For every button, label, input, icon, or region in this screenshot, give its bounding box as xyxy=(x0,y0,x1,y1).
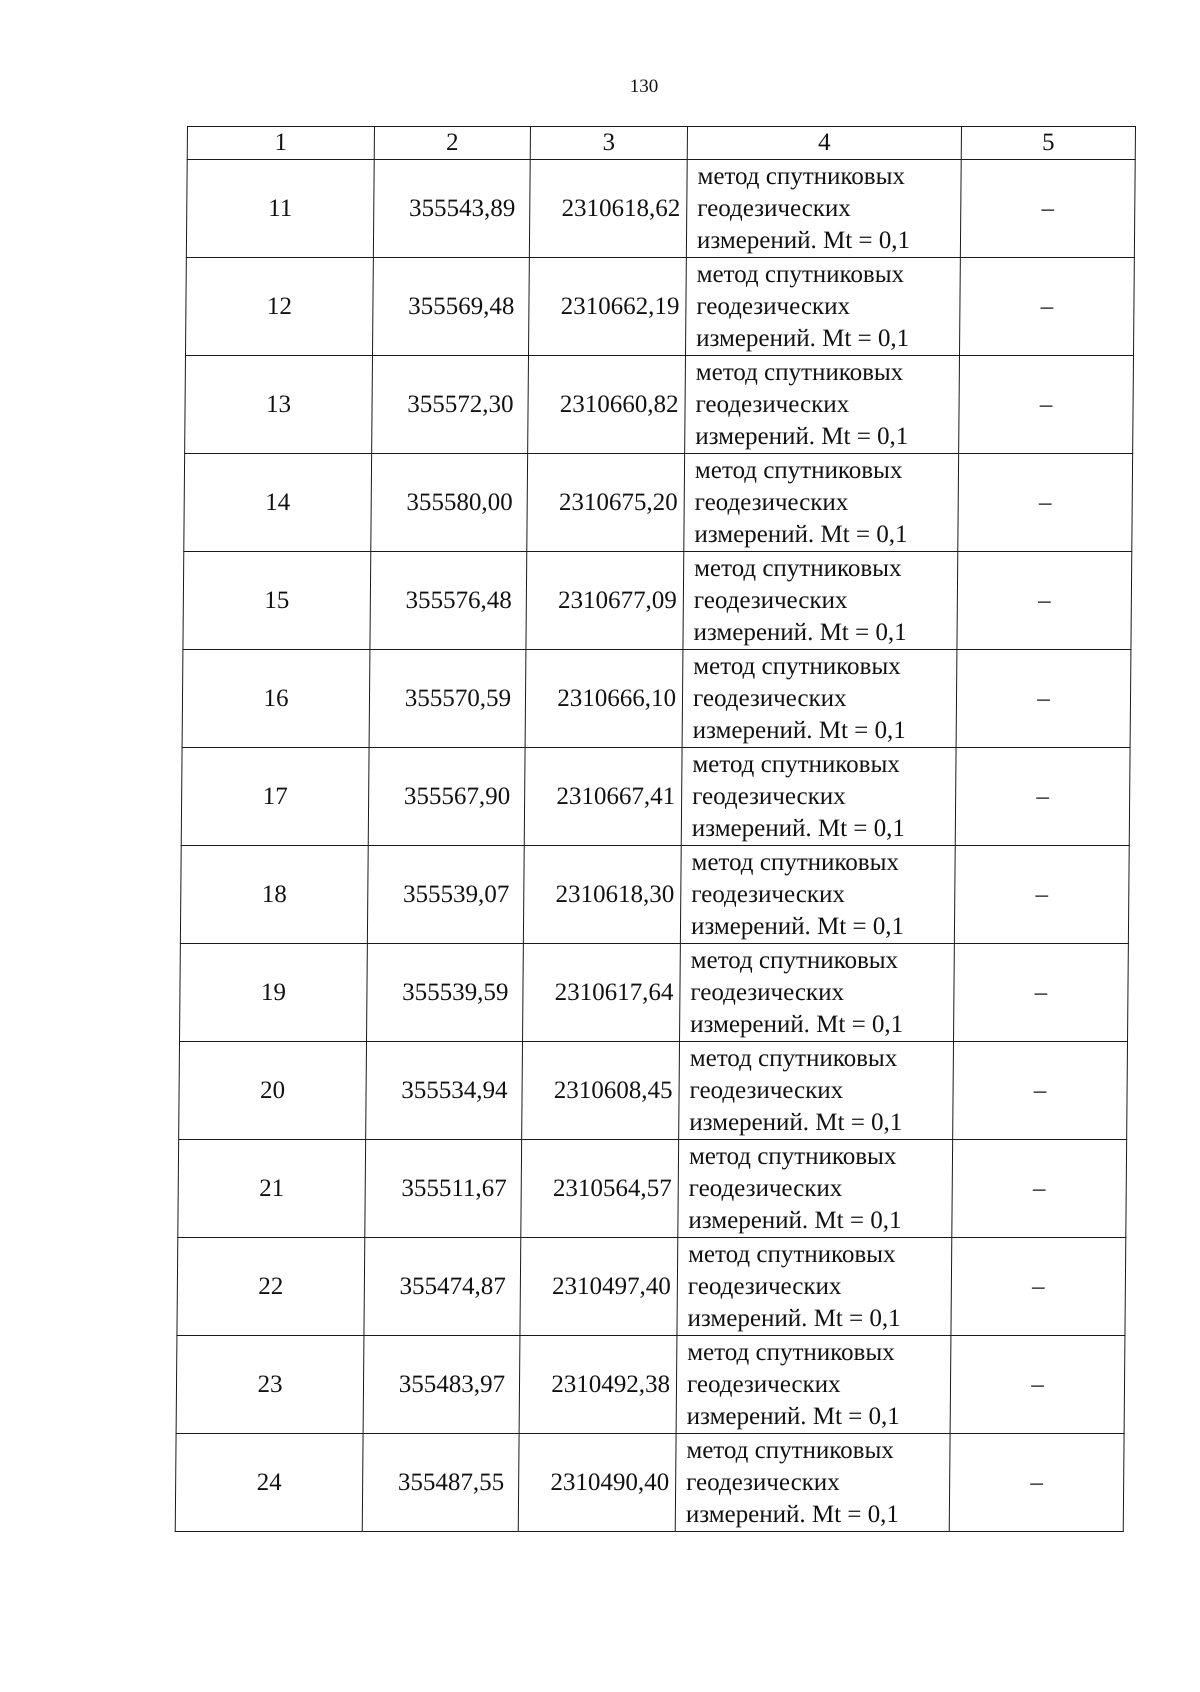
method-line: геодезических xyxy=(693,586,848,614)
table-row xyxy=(179,1042,1128,1140)
method-line: измерений. Mt = 0,1 xyxy=(692,716,906,744)
x-coordinate-cell: 355576,48 xyxy=(370,552,527,650)
method-cell xyxy=(677,1238,952,1336)
table-row xyxy=(177,1238,1126,1336)
method-line: метод спутниковых xyxy=(692,750,900,778)
method-line: измерений. Mt = 0,1 xyxy=(696,226,911,254)
table-row xyxy=(180,846,1129,944)
column-header: 4 xyxy=(687,127,961,160)
x-coordinate-cell: 355483,97 xyxy=(363,1336,520,1434)
method-line: метод спутниковых xyxy=(697,162,906,190)
method-line: геодезических xyxy=(686,1370,841,1398)
method-line: измерений. Mt = 0,1 xyxy=(694,520,908,548)
point-number-cell: 23 xyxy=(176,1336,364,1434)
y-coordinate-cell: 2310618,30 xyxy=(523,846,681,944)
note-cell: – xyxy=(953,1042,1128,1140)
note-cell: – xyxy=(950,1336,1125,1434)
method-line: измерений. Mt = 0,1 xyxy=(685,1500,900,1528)
method-line: измерений. Mt = 0,1 xyxy=(686,1402,900,1430)
method-line: геодезических xyxy=(692,782,846,810)
table-row xyxy=(181,748,1130,846)
table-row xyxy=(175,1434,1124,1532)
method-line: геодезических xyxy=(696,292,851,320)
table-row xyxy=(176,1336,1125,1434)
point-number-cell: 21 xyxy=(178,1140,366,1238)
method-cell xyxy=(680,846,955,944)
y-coordinate-cell: 2310608,45 xyxy=(522,1042,680,1140)
method-line: измерений. Mt = 0,1 xyxy=(693,618,907,646)
method-line: измерений. Mt = 0,1 xyxy=(689,1108,903,1136)
method-line: метод спутниковых xyxy=(695,358,904,386)
y-coordinate-cell: 2310660,82 xyxy=(528,356,686,454)
x-coordinate-cell: 355539,07 xyxy=(367,846,524,944)
method-line: геодезических xyxy=(697,194,851,222)
method-line: геодезических xyxy=(692,684,847,712)
table-row xyxy=(186,160,1135,258)
column-header: 3 xyxy=(530,127,687,160)
method-line: метод спутниковых xyxy=(688,1142,897,1170)
method-line: метод спутниковых xyxy=(687,1338,895,1366)
y-coordinate-cell: 2310492,38 xyxy=(519,1336,677,1434)
method-line: метод спутниковых xyxy=(694,554,902,582)
y-coordinate-cell: 2310667,41 xyxy=(524,748,682,846)
y-coordinate-cell: 2310564,57 xyxy=(521,1140,679,1238)
note-cell: – xyxy=(949,1434,1124,1532)
table-row xyxy=(183,552,1132,650)
column-header: 2 xyxy=(374,127,530,160)
table-row xyxy=(178,1140,1127,1238)
method-line: геодезических xyxy=(689,1076,844,1104)
method-line: метод спутниковых xyxy=(693,652,901,680)
y-coordinate-cell: 2310618,62 xyxy=(529,160,687,258)
method-cell xyxy=(686,160,961,258)
method-cell xyxy=(683,552,958,650)
table-body xyxy=(175,160,1135,1532)
column-header: 5 xyxy=(961,127,1135,160)
method-line: измерений. Mt = 0,1 xyxy=(687,1304,901,1332)
x-coordinate-cell: 355534,94 xyxy=(366,1042,523,1140)
point-number-cell: 13 xyxy=(185,356,373,454)
point-number-cell: 22 xyxy=(177,1238,365,1336)
point-number-cell: 11 xyxy=(186,160,374,258)
y-coordinate-cell: 2310677,09 xyxy=(526,552,684,650)
method-line: измерений. Mt = 0,1 xyxy=(695,422,909,450)
method-cell xyxy=(675,1434,950,1532)
table-header-row xyxy=(187,127,1135,160)
method-cell xyxy=(684,454,959,552)
method-cell xyxy=(678,1140,953,1238)
method-cell xyxy=(682,650,957,748)
note-cell: – xyxy=(951,1238,1126,1336)
method-cell xyxy=(685,258,960,356)
note-cell: – xyxy=(957,552,1132,650)
note-cell: – xyxy=(956,650,1131,748)
method-line: геодезических xyxy=(695,390,850,418)
y-coordinate-cell: 2310497,40 xyxy=(520,1238,678,1336)
method-line: измерений. Mt = 0,1 xyxy=(691,814,906,842)
method-line: измерений. Mt = 0,1 xyxy=(696,324,910,352)
table-row xyxy=(185,356,1134,454)
method-line: измерений. Mt = 0,1 xyxy=(690,1010,904,1038)
method-line: геодезических xyxy=(691,880,846,908)
method-line: метод спутниковых xyxy=(688,1240,896,1268)
y-coordinate-cell: 2310662,19 xyxy=(528,258,686,356)
method-cell xyxy=(680,944,955,1042)
note-cell: – xyxy=(958,454,1133,552)
x-coordinate-cell: 355487,55 xyxy=(362,1434,519,1532)
page-number: 130 xyxy=(629,76,659,97)
method-line: метод спутниковых xyxy=(686,1436,894,1464)
method-line: метод спутниковых xyxy=(690,946,899,974)
y-coordinate-cell: 2310490,40 xyxy=(518,1434,676,1532)
method-cell xyxy=(685,356,960,454)
point-number-cell: 12 xyxy=(185,258,373,356)
method-line: геодезических xyxy=(688,1174,843,1202)
point-number-cell: 15 xyxy=(183,552,371,650)
point-number-cell: 19 xyxy=(180,944,368,1042)
note-cell: – xyxy=(952,1140,1127,1238)
method-line: метод спутниковых xyxy=(694,456,903,484)
method-line: геодезических xyxy=(694,488,849,516)
y-coordinate-cell: 2310675,20 xyxy=(527,454,685,552)
table-row xyxy=(180,944,1129,1042)
method-line: метод спутниковых xyxy=(691,848,900,876)
note-cell: – xyxy=(959,258,1134,356)
table-row xyxy=(182,650,1131,748)
point-number-cell: 17 xyxy=(181,748,369,846)
x-coordinate-cell: 355570,59 xyxy=(369,650,526,748)
y-coordinate-cell: 2310666,10 xyxy=(525,650,683,748)
note-cell: – xyxy=(959,356,1134,454)
method-line: метод спутниковых xyxy=(696,260,905,288)
point-number-cell: 18 xyxy=(180,846,368,944)
x-coordinate-cell: 355580,00 xyxy=(371,454,528,552)
x-coordinate-cell: 355572,30 xyxy=(372,356,529,454)
note-cell: – xyxy=(954,846,1129,944)
table-row xyxy=(184,454,1133,552)
point-number-cell: 16 xyxy=(182,650,370,748)
method-line: геодезических xyxy=(686,1468,840,1496)
coordinates-table xyxy=(175,126,1136,1532)
point-number-cell: 20 xyxy=(179,1042,367,1140)
x-coordinate-cell: 355567,90 xyxy=(368,748,525,846)
method-line: геодезических xyxy=(690,978,845,1006)
method-cell xyxy=(676,1336,951,1434)
x-coordinate-cell: 355511,67 xyxy=(365,1140,522,1238)
column-header: 1 xyxy=(187,127,374,160)
x-coordinate-cell: 355539,59 xyxy=(367,944,524,1042)
method-line: геодезических xyxy=(687,1272,842,1300)
method-line: измерений. Mt = 0,1 xyxy=(690,912,905,940)
method-line: измерений. Mt = 0,1 xyxy=(688,1206,902,1234)
note-cell: – xyxy=(960,160,1135,258)
table-row xyxy=(185,258,1134,356)
method-line: метод спутниковых xyxy=(689,1044,898,1072)
x-coordinate-cell: 355569,48 xyxy=(372,258,529,356)
point-number-cell: 24 xyxy=(175,1434,363,1532)
note-cell: – xyxy=(955,748,1130,846)
note-cell: – xyxy=(954,944,1129,1042)
point-number-cell: 14 xyxy=(184,454,372,552)
y-coordinate-cell: 2310617,64 xyxy=(523,944,681,1042)
x-coordinate-cell: 355543,89 xyxy=(373,160,530,258)
x-coordinate-cell: 355474,87 xyxy=(364,1238,521,1336)
method-cell xyxy=(679,1042,954,1140)
method-cell xyxy=(681,748,956,846)
